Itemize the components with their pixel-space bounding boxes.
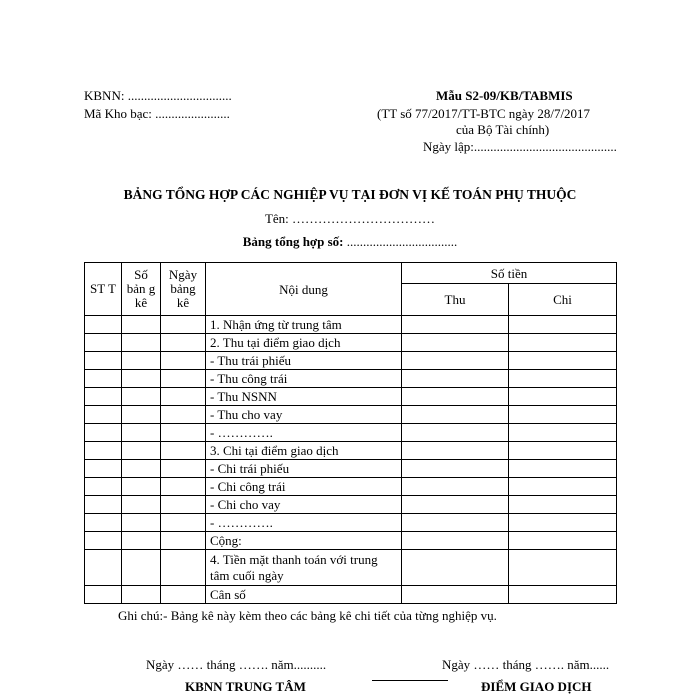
cell-stt — [85, 388, 122, 406]
table-row — [85, 334, 617, 352]
cell-chi — [509, 316, 617, 334]
cell-so-bang-ke — [122, 550, 161, 586]
header-noi-dung: Nội dung — [206, 263, 402, 316]
cell-ngay-bang-ke — [161, 388, 206, 406]
cell-content: - Chi cho vay — [206, 496, 402, 514]
table-row — [85, 370, 617, 388]
table-row — [85, 532, 617, 550]
table-row — [85, 424, 617, 442]
table-row — [85, 316, 617, 334]
form-code: Mẫu S2-09/KB/TABMIS — [436, 88, 573, 103]
summary-number-dots: .................................. — [346, 234, 458, 249]
cell-so-bang-ke — [122, 442, 161, 460]
cell-ngay-bang-ke — [161, 532, 206, 550]
cell-thu — [402, 442, 509, 460]
table-row — [85, 406, 617, 424]
cell-stt — [85, 406, 122, 424]
cell-stt — [85, 334, 122, 352]
cell-content: - …………. — [206, 514, 402, 532]
cell-thu — [402, 316, 509, 334]
cell-thu — [402, 352, 509, 370]
cell-chi — [509, 478, 617, 496]
cell-so-bang-ke — [122, 424, 161, 442]
cell-stt — [85, 442, 122, 460]
cell-content: Cộng: — [206, 532, 402, 550]
table-row — [85, 388, 617, 406]
cell-chi — [509, 406, 617, 424]
table-row — [85, 514, 617, 532]
cell-so-bang-ke — [122, 496, 161, 514]
cell-ngay-bang-ke — [161, 496, 206, 514]
table-row — [85, 460, 617, 478]
cell-so-bang-ke — [122, 334, 161, 352]
cell-thu — [402, 460, 509, 478]
cell-so-bang-ke — [122, 370, 161, 388]
cell-content: 2. Thu tại điểm giao dịch — [206, 334, 402, 352]
cell-content: - Thu trái phiếu — [206, 352, 402, 370]
note-text: Ghi chú:- Bảng kê này kèm theo các bảng kê chi tiết của từng nghiệp vụ. — [118, 608, 497, 623]
header-so-tien: Số tiền — [402, 263, 617, 284]
cell-chi — [509, 532, 617, 550]
cell-ngay-bang-ke — [161, 334, 206, 352]
cell-content: - Thu NSNN — [206, 388, 402, 406]
cell-content: 4. Tiền mặt thanh toán với trung tâm cuối ngày — [206, 550, 402, 586]
table-row — [85, 442, 617, 460]
cell-chi — [509, 496, 617, 514]
cell-so-bang-ke — [122, 388, 161, 406]
header-thu: Thu — [402, 284, 509, 316]
header-stt: ST T — [85, 263, 122, 316]
cell-thu — [402, 550, 509, 586]
date-made-line: Ngày lập:............................................ — [423, 139, 617, 154]
cell-thu — [402, 334, 509, 352]
cell-content: 3. Chi tại điểm giao dịch — [206, 442, 402, 460]
cell-chi — [509, 334, 617, 352]
cell-content: 1. Nhận ứng từ trung tâm — [206, 316, 402, 334]
cell-stt — [85, 316, 122, 334]
cell-so-bang-ke — [122, 514, 161, 532]
date-right: Ngày …… tháng ……. năm...... — [442, 657, 610, 672]
cell-so-bang-ke — [122, 316, 161, 334]
cell-content: - Thu cho vay — [206, 406, 402, 424]
cell-ngay-bang-ke — [161, 316, 206, 334]
table-row — [85, 550, 617, 586]
cell-stt — [85, 352, 122, 370]
ma-kho-bac-line: Mã Kho bạc: ....................... — [84, 106, 230, 121]
cell-ngay-bang-ke — [161, 514, 206, 532]
cell-chi — [509, 586, 617, 604]
cell-so-bang-ke — [122, 406, 161, 424]
summary-number-label: Bảng tổng hợp số: — [242, 234, 344, 249]
cell-chi — [509, 388, 617, 406]
cell-chi — [509, 352, 617, 370]
cell-chi — [509, 442, 617, 460]
cell-ngay-bang-ke — [161, 424, 206, 442]
table-body — [85, 316, 617, 604]
kbnn-line: KBNN: ................................ — [84, 88, 232, 103]
cell-so-bang-ke — [122, 478, 161, 496]
cell-content: - Chi trái phiếu — [206, 460, 402, 478]
cell-thu — [402, 406, 509, 424]
cell-ngay-bang-ke — [161, 586, 206, 604]
cell-stt — [85, 496, 122, 514]
header-ngay-bang-ke: Ngày bảng kê — [161, 263, 206, 316]
circular-ref: (TT số 77/2017/TT-BTC ngày 28/7/2017 — [377, 106, 591, 121]
footer-divider — [372, 680, 448, 681]
summary-table — [84, 262, 617, 604]
header-chi: Chi — [509, 284, 617, 316]
cell-ngay-bang-ke — [161, 442, 206, 460]
cell-content: - Thu công trái — [206, 370, 402, 388]
cell-chi — [509, 460, 617, 478]
cell-so-bang-ke — [122, 460, 161, 478]
cell-so-bang-ke — [122, 532, 161, 550]
table-row — [85, 478, 617, 496]
cell-ngay-bang-ke — [161, 460, 206, 478]
page-title: BẢNG TỔNG HỢP CÁC NGHIỆP VỤ TẠI ĐƠN VỊ KẾ TOÁN PHỤ THUỘC — [123, 187, 577, 202]
cell-thu — [402, 424, 509, 442]
cell-stt — [85, 550, 122, 586]
summary-number-line — [0, 234, 700, 250]
table-row — [85, 496, 617, 514]
cell-so-bang-ke — [122, 352, 161, 370]
cell-thu — [402, 496, 509, 514]
cell-chi — [509, 424, 617, 442]
cell-ngay-bang-ke — [161, 352, 206, 370]
cell-ngay-bang-ke — [161, 370, 206, 388]
signer-left: KBNN TRUNG TÂM — [185, 679, 306, 694]
cell-chi — [509, 550, 617, 586]
cell-stt — [85, 424, 122, 442]
cell-ngay-bang-ke — [161, 478, 206, 496]
cell-stt — [85, 478, 122, 496]
cell-stt — [85, 514, 122, 532]
cell-content: - …………. — [206, 424, 402, 442]
cell-chi — [509, 514, 617, 532]
cell-stt — [85, 460, 122, 478]
header-so-bang-ke: Số bản g kê — [122, 263, 161, 316]
cell-stt — [85, 532, 122, 550]
ministry-ref: của Bộ Tài chính) — [456, 122, 550, 137]
cell-thu — [402, 532, 509, 550]
cell-content: Cân số — [206, 586, 402, 604]
cell-thu — [402, 370, 509, 388]
table-row — [85, 352, 617, 370]
cell-stt — [85, 370, 122, 388]
cell-chi — [509, 370, 617, 388]
signer-right: ĐIỂM GIAO DỊCH — [481, 679, 592, 694]
cell-thu — [402, 478, 509, 496]
name-line: Tên: …………………………… — [264, 211, 436, 226]
cell-ngay-bang-ke — [161, 550, 206, 586]
table-row — [85, 586, 617, 604]
cell-so-bang-ke — [122, 586, 161, 604]
cell-content: - Chi công trái — [206, 478, 402, 496]
cell-thu — [402, 388, 509, 406]
cell-stt — [85, 586, 122, 604]
cell-ngay-bang-ke — [161, 406, 206, 424]
date-left: Ngày …… tháng ……. năm.......... — [146, 657, 327, 672]
cell-thu — [402, 514, 509, 532]
cell-thu — [402, 586, 509, 604]
